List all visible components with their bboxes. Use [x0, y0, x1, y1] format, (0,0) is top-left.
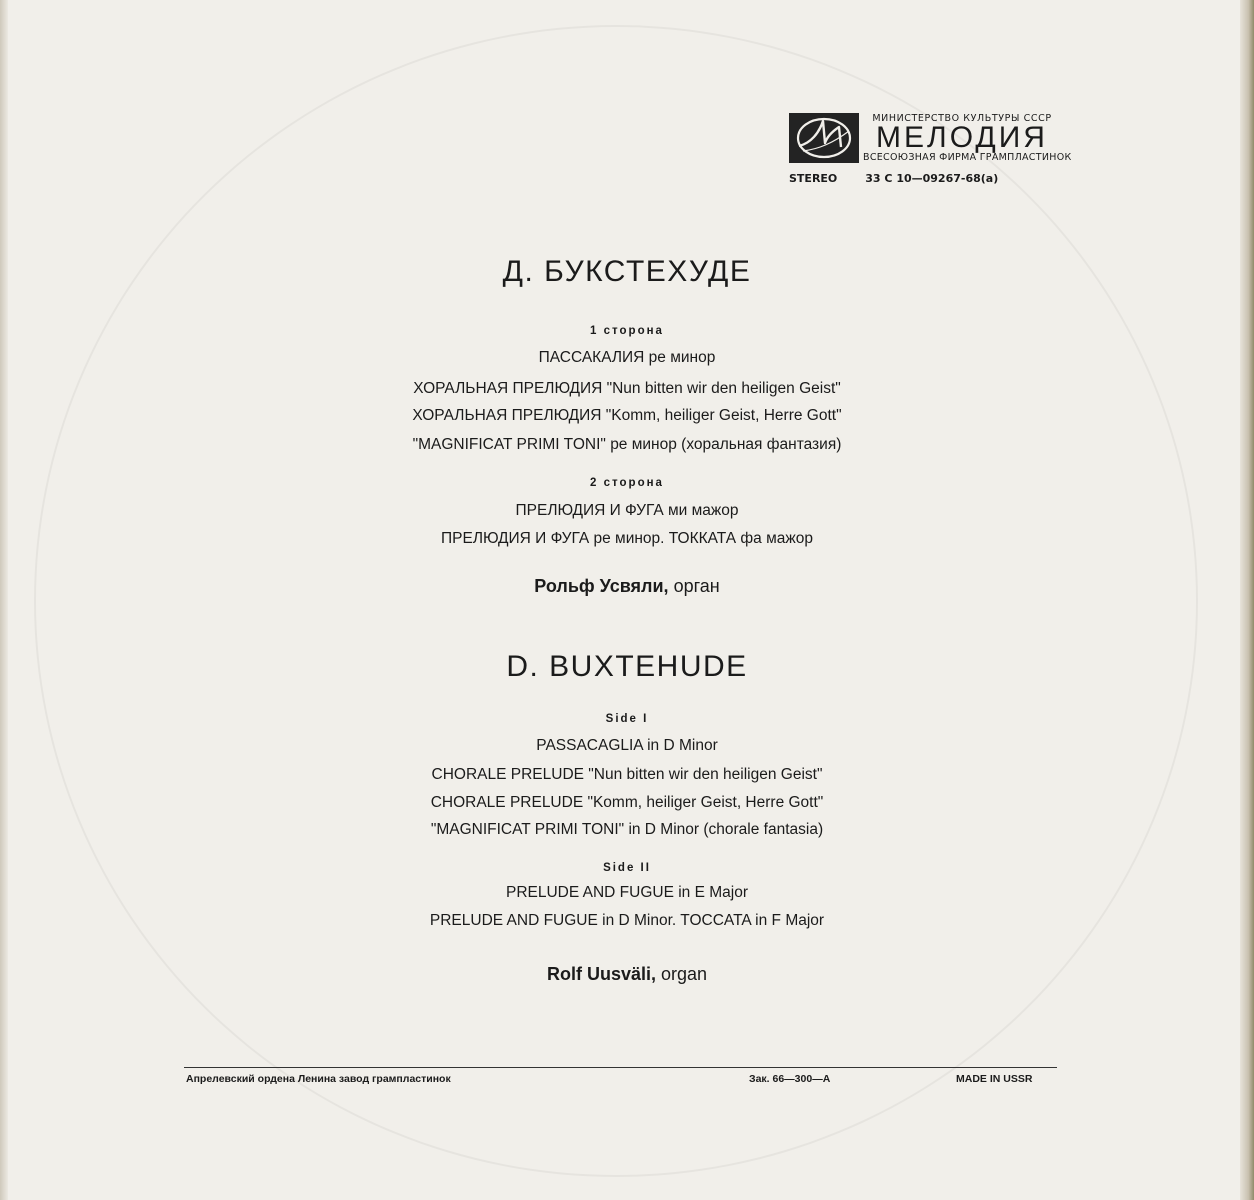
- footer-origin: MADE IN USSR: [956, 1073, 1033, 1085]
- catalog-number: 33 С 10—09267-68(а): [865, 172, 999, 185]
- track-en: CHORALE PRELUDE "Nun bitten wir den heiligen Geist": [431, 766, 823, 783]
- melodiya-logo: [789, 113, 1072, 163]
- track-en: PRELUDE AND FUGUE in D Minor. TOCCATA in F Major: [429, 912, 825, 929]
- sleeve-right-edge: [1240, 0, 1254, 1200]
- record-ring-wear: [34, 25, 1198, 1177]
- track-en: "MAGNIFICAT PRIMI TONI" in D Minor (chorale fantasia): [430, 821, 824, 838]
- track-ru: ХОРАЛЬНАЯ ПРЕЛЮДИЯ "Komm, heiliger Geist, Herre Gott": [412, 407, 842, 424]
- performer-name-en: Rolf Uusväli,: [546, 964, 656, 984]
- track-ru: ПАССАКАЛИЯ ре минор: [538, 349, 716, 366]
- track-en: PASSACAGLIA in D Minor: [536, 737, 718, 754]
- performer-role-en: organ: [661, 964, 708, 984]
- composer-title-ru: Д. БУКСТЕХУДЕ: [502, 255, 752, 288]
- sleeve-left-edge: [0, 0, 8, 1200]
- footer-rule: [184, 1067, 1057, 1068]
- performer-en: [0, 964, 1254, 985]
- track-en: PRELUDE AND FUGUE in E Major: [505, 884, 749, 901]
- performer-name-ru: Рольф Усвяли,: [534, 576, 669, 596]
- side2-label-en: Side II: [603, 862, 651, 874]
- track-ru: ПРЕЛЮДИЯ И ФУГА ми мажор: [515, 502, 739, 519]
- side2-label-ru: 2 сторона: [590, 477, 664, 489]
- composer-title-en: D. BUXTEHUDE: [506, 650, 748, 683]
- track-ru: "MAGNIFICAT PRIMI TONI" ре минор (хоральная фантазия): [412, 436, 842, 453]
- performer-role-ru: орган: [673, 576, 720, 596]
- track-en: CHORALE PRELUDE "Komm, heiliger Geist, Herre Gott": [430, 794, 824, 811]
- logo-firm: ВСЕСОЮЗНАЯ ФИРМА ГРАМПЛАСТИНОК: [863, 152, 1072, 163]
- record-format: STEREO: [789, 172, 838, 185]
- melodiya-emblem-icon: [789, 113, 859, 163]
- footer-plant: Апрелевский ордена Ленина завод грампластинок: [186, 1073, 451, 1085]
- side1-label-ru: 1 сторона: [590, 325, 664, 337]
- catalog-line: [789, 172, 998, 185]
- melodiya-logo-text: [863, 113, 1072, 163]
- track-ru: ПРЕЛЮДИЯ И ФУГА ре минор. ТОККАТА фа мажор: [441, 530, 813, 547]
- logo-brand: МЕЛОДИЯ: [876, 121, 1048, 154]
- logo-ministry: МИНИСТЕРСТВО КУЛЬТУРЫ СССР: [872, 113, 1052, 124]
- footer-order: Зак. 66—300—А: [749, 1073, 831, 1085]
- track-ru: ХОРАЛЬНАЯ ПРЕЛЮДИЯ "Nun bitten wir den heiligen Geist": [413, 380, 841, 397]
- performer-ru: [0, 576, 1254, 597]
- side1-label-en: Side I: [605, 713, 649, 725]
